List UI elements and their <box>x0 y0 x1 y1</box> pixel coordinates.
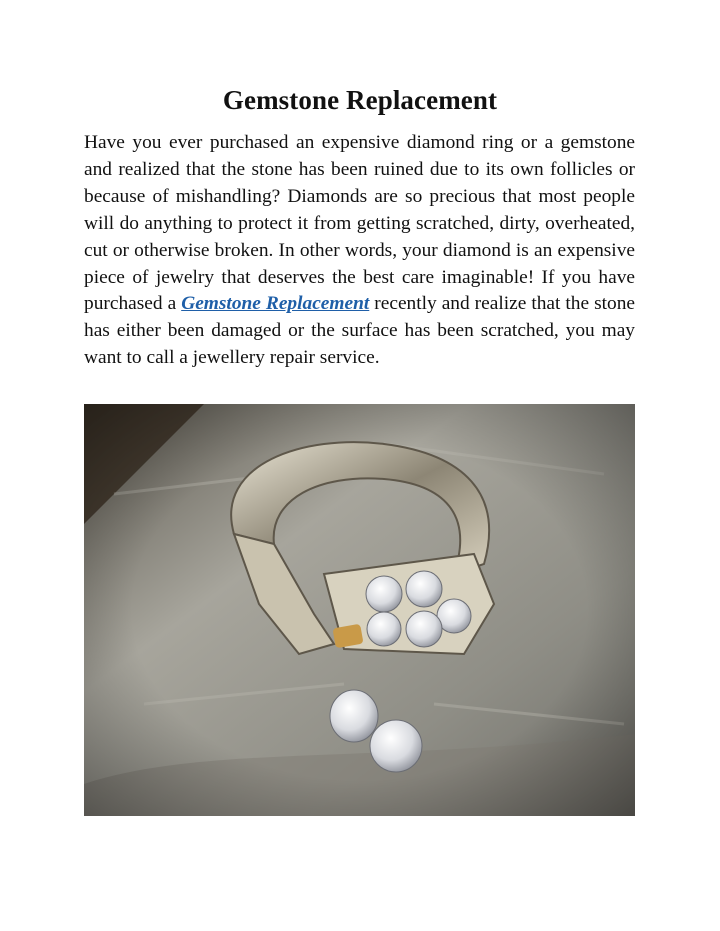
paragraph-text-before-link: Have you ever purchased an expensive diamond ring or a gemstone and realized that the stone has been ruined due to its own follicles or because of mishandling? Diamonds are so precious that most people will do anything to protect it from getting scratched, dirty, overheated, cut or otherwise broken. In other words, your diamond is an expensive piece of jewelry that deserves the best care imaginable! If you have purchased a <box>84 132 635 315</box>
page-title: Gemstone Replacement <box>222 85 498 115</box>
paragraph-text-after-link: recently and realize that the stone has either been damaged or the surface has been scratched, you may want to call a jewellery repair service. <box>84 293 635 369</box>
body-paragraph <box>84 130 635 372</box>
ring-photo <box>84 404 635 816</box>
gemstone-replacement-link[interactable]: Gemstone Replacement <box>181 293 370 315</box>
